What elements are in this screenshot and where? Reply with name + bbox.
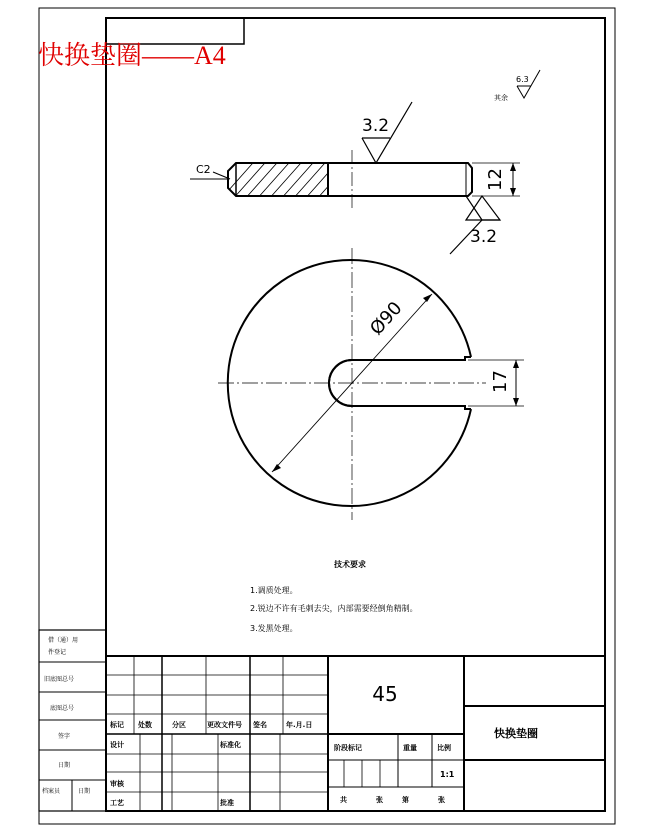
label-checker: 审核 bbox=[110, 780, 124, 788]
side-view bbox=[190, 150, 520, 210]
roughness-top-symbol bbox=[362, 102, 412, 163]
side-r6-a: 档案员 bbox=[42, 788, 61, 795]
thickness-dim: 12 bbox=[485, 168, 506, 191]
roughness-bottom-symbol bbox=[450, 196, 500, 254]
label-sheet: 张 bbox=[376, 796, 383, 804]
side-r5: 日期 bbox=[58, 762, 71, 769]
side-r4: 签字 bbox=[58, 733, 71, 740]
drawing-title: 快换垫圈——A4 bbox=[38, 41, 226, 70]
label-designer: 设计 bbox=[110, 741, 124, 749]
label-weight: 重量 bbox=[403, 744, 417, 752]
label-standardize: 标准化 bbox=[220, 741, 241, 749]
label-sheet-total: 共 bbox=[340, 796, 347, 804]
diameter-dim: Ø90 bbox=[366, 297, 407, 340]
label-stage-mark: 阶段标记 bbox=[334, 744, 362, 752]
section-hatching bbox=[220, 155, 356, 200]
label-date: 年.月.日 bbox=[286, 721, 313, 729]
tech-req-heading: 技术要求 bbox=[334, 560, 366, 569]
washer-profile bbox=[228, 163, 472, 196]
chamfer-label: C2 bbox=[196, 163, 211, 176]
side-r6-b: 日期 bbox=[78, 788, 91, 795]
material-value: 45 bbox=[372, 682, 398, 706]
tech-req-item: 3.发黑处理。 bbox=[250, 624, 298, 633]
other-label: 其余 bbox=[494, 94, 508, 102]
inner-frame bbox=[106, 18, 605, 811]
label-change-no: 更改文件号 bbox=[207, 721, 242, 729]
label-zone: 分区 bbox=[172, 721, 186, 729]
part-name: 快换垫圈 bbox=[494, 727, 538, 740]
label-count: 处数 bbox=[138, 721, 152, 729]
label-craft: 工艺 bbox=[110, 799, 124, 807]
scale-value: 1:1 bbox=[440, 770, 455, 779]
front-view bbox=[218, 248, 524, 520]
slot-dim: 17 bbox=[490, 370, 511, 393]
tech-requirements bbox=[250, 559, 418, 633]
side-r3: 底图总号 bbox=[50, 705, 75, 712]
other-roughness-value: 6.3 bbox=[516, 75, 529, 84]
label-sheet-no-unit: 张 bbox=[438, 796, 445, 804]
label-approve: 批准 bbox=[220, 799, 234, 807]
roughness-top-value: 3.2 bbox=[362, 116, 390, 136]
roughness-bottom-value: 3.2 bbox=[470, 227, 498, 247]
side-r2: 旧底图总号 bbox=[44, 676, 75, 683]
label-sheet-no: 第 bbox=[402, 796, 409, 804]
side-r1-a: 借（通）用 bbox=[48, 637, 79, 644]
label-sign: 签名 bbox=[253, 721, 267, 729]
roughness-other-symbol bbox=[494, 70, 540, 102]
label-mark: 标记 bbox=[110, 721, 124, 729]
tech-req-item: 2.锐边不许有毛刺去尖，内部需要经倒角精制。 bbox=[250, 604, 418, 613]
side-r1-b: 件登记 bbox=[48, 649, 67, 656]
label-ratio: 比例 bbox=[437, 744, 451, 752]
tech-req-item: 1.调质处理。 bbox=[250, 586, 298, 595]
